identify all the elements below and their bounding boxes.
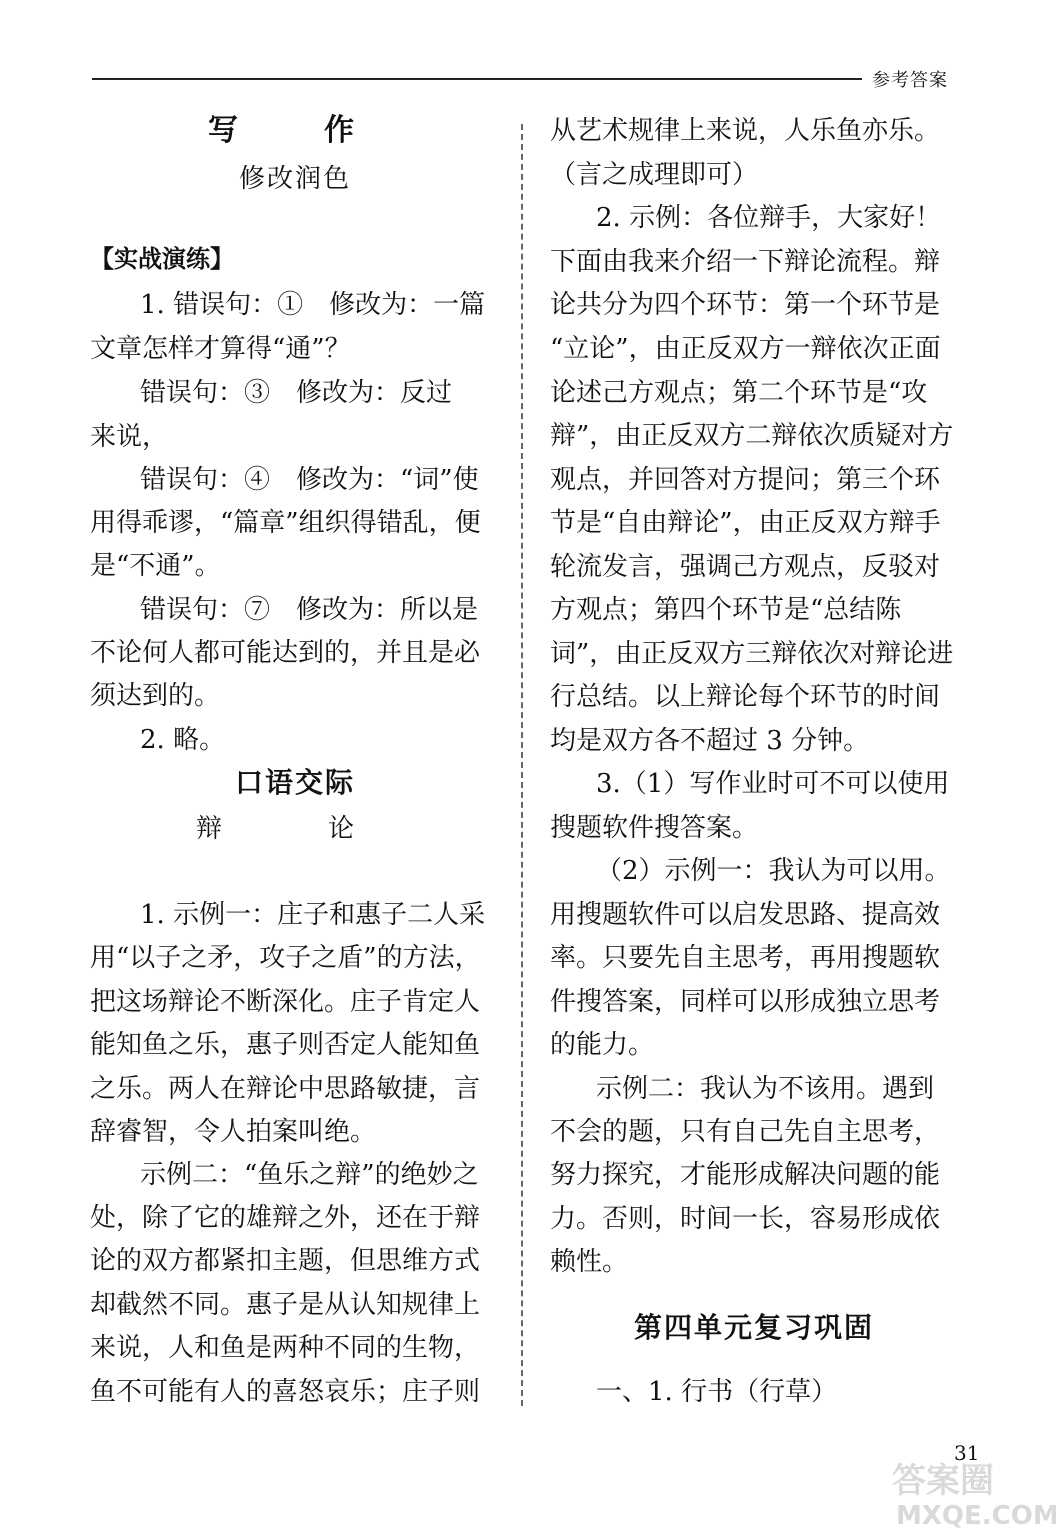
header-label: 参考答案 [872,70,948,91]
answer-line: 2. 示例：各位辩手，大家好！ [596,203,942,233]
unit-title: 第四单元复习巩固 [633,1311,874,1344]
answer-line: 错误句：③ 修改为：反过 [140,378,453,408]
answer-line: 不论何人都可能达到的，并且是必 [90,638,481,668]
answer-line: 3.（1）写作业时可不可以使用 [596,769,950,799]
answer-line: 须达到的。 [90,681,221,711]
answer-line: 赖性。 [550,1247,629,1277]
answer-line: 率。只要先自主思考，再用搜题软 [550,943,941,973]
answer-line: 不会的题，只有自己先自主思考， [550,1117,941,1147]
header-rule [92,78,862,80]
watermark-logo [886,1452,1056,1532]
answer-line: 均是双方各不超过 3 分钟。 [550,726,870,756]
practice-tag: 【实战演练】 [90,245,234,273]
answer-line: 辩”，由正反双方二辩依次质疑对方 [550,421,954,451]
debate-line: 能知鱼之乐，惠子则否定人能知鱼 [90,1030,481,1060]
debate-line: 处，除了它的雄辩之外，还在于辩 [90,1203,481,1233]
debate-line: 鱼不可能有人的喜怒哀乐；庄子则 [90,1377,481,1407]
answer-line: 文章怎样才算得“通”？ [90,334,351,364]
answer-line: “立论”，由正反双方一辩依次正面 [550,334,941,364]
answer-line: 件搜答案，同样可以形成独立思考 [550,987,941,1017]
debate-line: 示例二：“鱼乐之辩”的绝妙之 [140,1160,479,1190]
answer-line: 论述己方观点；第二个环节是“攻 [550,378,928,408]
answer-line: 来说， [90,422,169,452]
answer-line: 行总结。以上辩论每个环节的时间 [550,682,941,712]
debate-line: 把这场辩论不断深化。庄子肯定人 [90,987,481,1017]
debate-line: 辞睿智，令人拍案叫绝。 [90,1117,377,1147]
page-number: 31 [954,1441,980,1465]
answer-line: 观点，并回答对方提问；第三个环 [550,465,941,495]
debate-line: 之乐。两人在辩论中思路敏捷，言 [90,1074,481,1104]
answer-line: 错误句：⑦ 修改为：所以是 [140,595,479,625]
debate-line: 却截然不同。惠子是从认知规律上 [90,1290,481,1320]
oral-subtitle: 辩 论 [195,814,394,844]
answer-line: 错误句：④ 修改为：“词”使 [140,465,479,495]
answer-line: 从艺术规律上来说，人乐鱼亦乐。 [550,116,941,146]
answer-line: （言之成理即可） [550,160,759,190]
answer-line: 示例二：我认为不该用。遇到 [596,1074,935,1104]
section-title: 写 作 [208,113,382,148]
answer-line: 用得乖谬，“篇章”组织得错乱，便 [90,508,481,538]
answer-line: 力。否则，时间一长，容易形成依 [550,1204,941,1234]
answer-line: 节是“自由辩论”，由正反双方辩手 [550,508,941,538]
answer-line: 词”，由正反双方三辩依次对辩论进 [550,639,954,669]
answer-line: （2）示例一：我认为可以用。 [596,856,951,886]
answer-line: 论共分为四个环节：第一个环节是 [550,290,941,320]
debate-line: 论的双方都紧扣主题，但思维方式 [90,1246,481,1276]
oral-title: 口语交际 [234,766,355,799]
answer-line: 2. 略。 [140,725,226,755]
answer-line: 下面由我来介绍一下辩论流程。辩 [550,247,941,277]
section-subtitle: 修改润色 [238,164,351,194]
answer-line: 方观点；第四个环节是“总结陈 [550,595,902,625]
answer-line: 的能力。 [550,1030,655,1060]
debate-line: 来说，人和鱼是两种不同的生物， [90,1333,481,1363]
answer-line: 一、1. 行书（行草） [596,1377,838,1407]
answer-line: 1. 错误句：① 修改为：一篇 [140,290,486,320]
answer-line: 努力探究，才能形成解决问题的能 [550,1160,941,1190]
watermark-text: 答案圈 [892,1461,994,1501]
answer-line: 是“不通”。 [90,551,221,581]
answer-line: 轮流发言，强调己方观点，反驳对 [550,552,941,582]
watermark-url: MXQE.COM [896,1501,1056,1531]
answer-line: 搜题软件搜答案。 [550,813,759,843]
debate-line: 用“以子之矛，攻子之盾”的方法， [90,943,481,973]
debate-line: 1. 示例一：庄子和惠子二人采 [140,900,486,930]
answer-line: 用搜题软件可以启发思路、提高效 [550,900,941,930]
